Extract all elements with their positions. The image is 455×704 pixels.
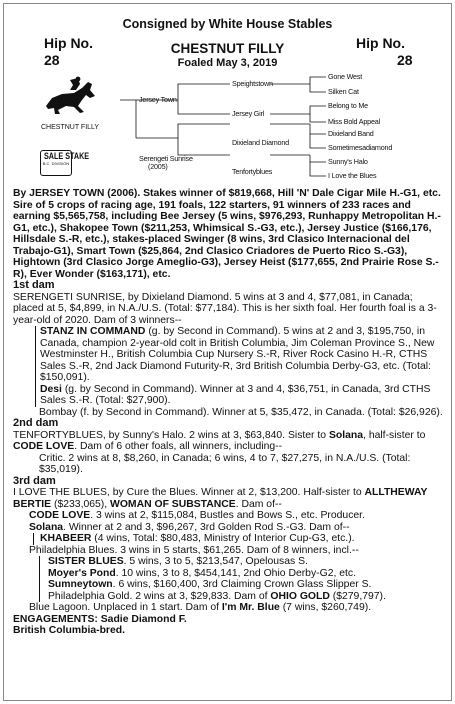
pedigree-sire: Jersey Town [139,95,177,104]
pedigree-bracket-lines [0,0,455,190]
solana-record: . Winner at 2 and 3, $96,267, 3rd Golden Rod S.-G3. Dam of-- [63,521,350,533]
produce-blue-lagoon [13,602,443,614]
pedigree-sire-sire: Speightstown [232,79,273,88]
sumneytown-name: Sumneytown [48,579,113,590]
sire-paragraph [13,188,443,280]
khabeer-name: KHABEER [40,533,92,544]
pedigree-dam-dam: Tenfortyblues [232,167,273,176]
produce-moyers-pond [40,568,443,580]
sumneytown-record: . 6 wins, $160,400, 3rd Claiming Crown Glass Slipper S. [112,579,372,590]
philadelphia-gold-text: Philadelphia Gold. 2 wins at 3, $29,833. Dam of [48,590,268,602]
second-dam-heading: 2nd dam [13,417,59,429]
foaled-date: Foaled May 3, 2019 [177,57,278,69]
pedigree-dam-year: (2005) [148,162,168,171]
sale-stake-division: B.C. DIVISION [42,161,70,166]
produce-sumneytown [40,579,443,591]
hip-number-right: 28 [397,52,413,68]
hip-number-left: 28 [44,52,60,68]
third-dam-alltheway-earn: ($233,065), [54,498,108,510]
pedigree-sss: Gone West [328,72,363,81]
sire-lead: By JERSEY TOWN (2006). [13,188,141,199]
pedigree-dds: Sunny's Halo [328,157,368,166]
pedigree-sds: Belong to Me [328,101,368,110]
third-dam-woman: WOMAN OF SUBSTANCE [110,498,236,510]
pedigree-ssd: Silken Cat [328,87,359,96]
sire-record: Stakes winner of $819,668, Hill 'N' Dale Cigar Mile H.-G1, etc. Sire of 5 crops of racing age, 191 foals, 122 starters, 91 winners of 233 races and earning $5,565,758, including Bee Jersey (5 wins, $976,293, Runhappy Metropolitan H.-G1, etc.), Shakopee Town ($211,253, Whimsical S.-G3, etc.), Jersey Justice ($166,176, Hillsdale S.-R, etc.), stakes-placed Swinger (8 wins, 3rd Clasico Internacional del Trabajo-G1), Smart Town ($25,864, 2nd Clasico Criadores de Puerto Rico S.-G3), Hightown (3rd Clasico Jorge Ameglio-G3), Jersey Heist ($177,655, 2nd Prairie Rose S.-R), Ever Wonder ($163,171), etc. [13,188,441,280]
third-dam-intro-text: I LOVE THE BLUES, by Cure the Blues. Winner at 2, $13,200. Half-sister to [13,487,362,498]
desi-record: (g. by Second in Command). Winner at 3 and 4, $36,751, in Canada, 3rd CTHS Sales S.-R. (Total: $27,900). [40,383,431,406]
third-dam-intro [13,487,443,510]
third-dam-woman-tail: . Dam of-- [235,498,282,510]
hip-label-right: Hip No. [356,35,405,51]
blue-lagoon-text: Blue Lagoon. Unplaced in 1 start. Dam of [29,602,220,613]
state-bred: British Columbia-bred. [13,625,125,636]
catalog-body [13,188,443,637]
stanz-record: (g. by Second in Command). 5 wins at 2 and 3, $195,750, in Canada, champion 2-year-old colt in British Columbia, Jim Coleman Province S., New Westminster H., British Columbia Cup Nursery S.-R, River Rock Casino H.-R, CTHS Sales S.-R, 2nd Jack Diamond Futurity-R, 3rd British Columbia Derby-G3, etc. (Total: $150,091). [40,326,435,383]
hip-label-left: Hip No. [44,35,93,51]
stanz-name: STANZ IN COMMAND [40,326,146,337]
horse-description-label: CHESTNUT FILLY [41,124,100,131]
second-dam-solana: Solana [328,429,364,441]
produce-stanz [36,326,443,384]
page-title: CHESTNUT FILLY [170,41,285,56]
im-mr-blue-name: I'm Mr. Blue [221,602,280,613]
pedigree-dam-sire: Dixieland Diamond [232,138,289,147]
ohio-gold-name: OHIO GOLD [270,590,330,602]
moyers-pond-record: . 10 wins, 3 to 8, $454,141, 2nd Ohio Derby-G2, etc. [115,567,356,579]
pedigree-ddd: I Love the Blues [328,171,377,180]
pedigree-dsd: Sometimesadiamond [328,143,393,152]
first-dam-produce [35,326,443,407]
sale-stake-title: SALE STAKE [44,151,90,161]
pedigree-dam: Serengeti Sunrise [139,154,193,163]
produce-code-love [13,510,443,522]
first-dam-intro: SERENGETI SUNRISE, by Dixieland Diamond. 5 wins at 3 and 4, $77,081, in Canada; placed at 5, $4,899, in N.A./U.S. (Total: $77,184). This is her sixth foal. Her fourth foal is a 3-year-old of 2020. Dam of 3 winners-- [13,291,437,326]
second-dam-intro [13,430,443,453]
desi-name: Desi [40,383,62,395]
produce-bombay: Bombay (f. by Second in Command). Winner at 5, $35,472, in Canada. (Total: $26,926). [39,406,443,418]
sister-blues-name: SISTER BLUES [48,556,124,567]
pedigree-dss: Dixieland Band [328,129,374,138]
solana-produce [33,533,443,545]
khabeer-record: (4 wins, Total: $80,483, Ministry of Interior Cup-G3, etc.). [94,533,355,544]
first-dam-heading: 1st dam [13,279,55,291]
produce-philadelphia-blues: Philadelphia Blues. 3 wins in 5 starts, $61,265. Dam of 8 winners, incl.-- [29,544,359,556]
moyers-pond-name: Moyer's Pond [48,567,116,579]
produce-sister-blues [40,556,443,568]
pedigree-sdd: Miss Bold Appeal [328,117,380,126]
produce-solana [13,522,443,534]
pedigree-sire-dam: Jersey Girl [232,109,265,118]
produce-critic: Critic. 2 wins at 8, $8,260, in Canada; 6 wins, 4 to 7, $27,275, in N.A./U.S. (Total: $35,019). [39,452,411,475]
produce-philadelphia-gold [40,591,443,603]
code-love-name: CODE LOVE [29,510,91,521]
third-dam-alltheway: ALLTHEWAY BERTIE [13,487,428,510]
third-dam-heading: 3rd dam [13,474,56,487]
second-dam-intro-a: TENFORTYBLUES, by Sunny's Halo. 2 wins at 3, $63,840. Sister to [13,429,327,441]
code-love-record: . 3 wins at 2, $115,084, Bustles and Bows S., etc. Producer. [90,510,365,521]
solana-name: Solana [29,521,64,533]
consignor-line: Consigned by White House Stables [122,17,333,31]
produce-desi [36,384,443,407]
ohio-gold-earn: ($279,797). [332,590,386,602]
engagements: ENGAGEMENTS: Sadie Diamond F. [13,613,187,625]
produce-khabeer [34,533,443,545]
second-dam-intro-c: . Dam of 6 other foals, all winners, including-- [74,441,283,452]
sister-blues-record: . 5 wins, 3 to 5, $213,547, Opelousas S. [123,556,308,567]
second-dam-code-love: CODE LOVE [13,441,75,452]
second-dam-intro-b: , half-sister to [363,429,426,441]
im-mr-blue-record: (7 wins, $260,749). [282,602,372,613]
philadelphia-blues-produce [39,556,443,602]
